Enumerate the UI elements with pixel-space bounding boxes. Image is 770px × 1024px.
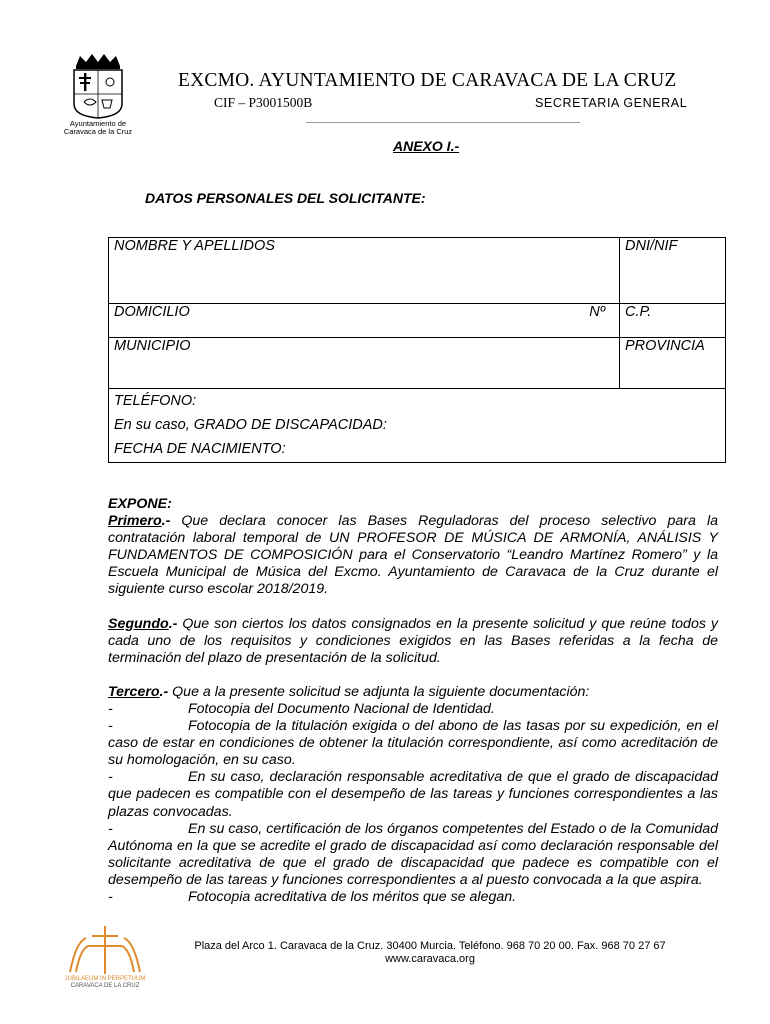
document-list-item: - Fotocopia acreditativa de los méritos que se alegan. [108,888,517,905]
disability-label: En su caso, GRADO DE DISCAPACIDAD: [114,417,387,433]
town-field[interactable] [109,338,620,389]
contact-details-cell[interactable] [109,389,726,463]
segundo-label: Segundo [108,615,169,632]
address-field[interactable] [109,304,620,338]
document-list-item: - Fotocopia del Documento Nacional de Identidad. [108,700,495,717]
declaration-body [108,496,718,906]
segundo-sep: .- [168,615,178,632]
section-title: DATOS PERSONALES DEL SOLICITANTE: [145,190,426,206]
document-list-item: - Fotocopia de la titulación exigida o del abono de las tasas por su expedición, en el caso de estar en condiciones de obtener la titulación correspondiente, así como acreditación de su homologación, en su caso. [108,718,718,769]
segundo-text: Que son ciertos los datos consignados en la presente solicitud y que reúne todos y cada uno de los requisitos y condiciones exigidos en las Bases referidas a la fecha de terminación del plazo de presentación de la solicitud. [108,615,718,666]
logo-line1: JUBILAEUM IN PERPETUUM [64,976,146,982]
primero-paragraph [108,513,718,598]
header-divider [306,122,580,123]
logo-line2: CARAVACA DE LA CRUZ [70,983,140,989]
footer-address: Plaza del Arco 1. Caravaca de la Cruz. 30400 Murcia. Teléfono. 968 70 20 00. Fax. 968 70 27 67 [194,940,666,952]
province-field[interactable] [620,338,726,389]
name-field[interactable] [109,238,620,304]
tercero-paragraph [108,684,718,701]
department-name: SECRETARIA GENERAL [535,96,688,110]
footer-website-link[interactable]: www.caravaca.org [385,953,475,965]
page-title: EXCMO. AYUNTAMIENTO DE CARAVACA DE LA CRUZ [178,70,677,91]
crest-caption-line1: Ayuntamiento de [69,119,127,128]
dni-label: DNI/NIF [625,238,678,254]
document-list-item: - En su caso, certificación de los órganos competentes del Estado o de la Comunidad Autónoma en la que se acredite el grado de discapacidad así como declaración responsable del solicitante acreditativa de que el grado de discapacidad que padece es compatible con el desempeño de las tareas y funciones correspondientes a al puesto convocada a la que aspira. [108,820,718,888]
tercero-label: Tercero [108,683,160,700]
document-list-item: - En su caso, declaración responsable acreditativa de que el grado de discapacidad que padecen es compatible con el desempeño de las tareas y funciones correspondientes a las plazas convocadas. [108,769,718,820]
annex-title: ANEXO I.- [393,138,460,154]
birth-date-label: FECHA DE NACIMIENTO: [114,441,286,457]
segundo-paragraph [108,616,718,667]
cif-number: CIF – P3001500B [214,95,313,110]
number-label: Nº [589,304,605,320]
primero-text: Que declara conocer las Bases Reguladoras del proceso selectivo para la contratación laboral temporal de UN PROFESOR DE MÚSICA DE ARMONÍA, ANÁLISIS Y FUNDAMENTOS DE COMPOSICIÓN para el Conservatorio “Leandro Martínez Romero” y la Escuela Municipal de Música del Excmo. Ayuntamiento de Caravaca de la Cruz durante el siguiente curso escolar 2018/2019. [108,513,718,598]
municipal-crest-logo [62,50,134,138]
phone-label: TELÉFONO: [114,393,197,409]
name-label: NOMBRE Y APELLIDOS [114,238,275,254]
postal-code-field[interactable] [620,304,726,338]
postal-label: C.P. [625,304,652,320]
primero-sep: .- [161,513,171,530]
town-label: MUNICIPIO [114,338,191,354]
address-label: DOMICILIO [114,304,190,320]
crest-caption-line2: Caravaca de la Cruz [63,127,133,136]
applicant-data-table [108,237,726,463]
tercero-text: Que a la presente solicitud se adjunta la siguiente documentación: [168,683,590,700]
primero-label: Primero [108,513,162,530]
dni-field[interactable] [620,238,726,304]
tercero-sep: .- [159,683,169,700]
expone-heading: EXPONE: [108,496,172,512]
province-label: PROVINCIA [625,338,705,354]
